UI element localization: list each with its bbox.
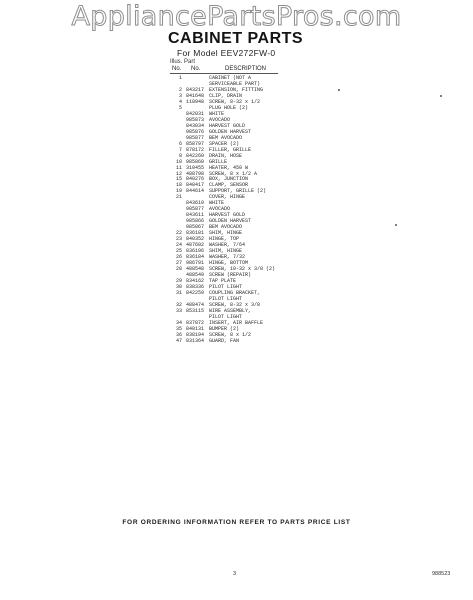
part-description: GUARD, FAN [209,337,240,344]
part-description: AVOCADO [209,206,231,213]
document-code: 988523 [432,571,451,577]
part-description: GOLDEN HARVEST [209,128,252,135]
part-no: 985867 [186,224,205,231]
part-description: WHITE [209,200,225,207]
part-description: DRAIN, HOSE [209,152,243,159]
part-description: TAP PLATE [209,277,237,284]
illus-no: 28 [175,266,182,272]
scan-speck [338,89,340,91]
part-description: SPACER (2) [209,140,240,147]
illus-no: 21 [175,194,182,201]
part-description: PILOT LIGHT [209,313,243,320]
part-description: SHIM, HINGE [209,248,243,255]
page-title: CABINET PARTS [168,30,304,47]
model-line: For Model EEV272FW-0 [177,48,276,58]
part-no: 842031 [186,110,205,117]
part-no: 844614 [186,188,205,195]
part-description: BUMPER (2) [209,325,240,332]
part-description: GOLDEN HARVEST [209,218,252,225]
illus-no: 36 [175,331,182,338]
part-description: SERVICEABLE PART) [209,80,261,87]
part-description: WASHER, 7/64 [209,242,246,249]
part-description: BEM AVOCADO [209,134,243,141]
part-description: WHITE [209,110,225,117]
column-header-illus-no: No. [172,66,182,72]
illus-no: 27 [175,260,182,267]
illus-no: 7 [178,146,182,153]
part-no: 853115 [186,307,205,314]
part-description: SCREW, 8-32 x 1/2 [209,98,261,105]
part-description: HEATER, 450 W [209,164,249,171]
illus-no: 22 [175,230,182,237]
part-description: CLAMP, SENSOR [209,182,249,189]
part-description: HINGE, TOP [209,236,240,243]
part-no: 842260 [186,152,205,159]
part-no: 878172 [186,146,205,153]
part-description: SCREW (REPAIR) [209,271,252,278]
part-no: 840131 [186,325,205,332]
illus-no: 12 [175,170,182,177]
part-no: 986791 [186,260,205,267]
part-description: CABINET (NOT A [209,75,252,81]
illus-no: 47 [175,337,182,344]
illus-no: 23 [175,236,182,243]
part-description: COUPLING BRACKET, [209,289,261,296]
ordering-note: FOR ORDERING INFORMATION REFER TO PARTS PRICE LIST [122,519,351,526]
part-description: HINGE, BOTTOM [209,260,249,267]
part-description: PILOT LIGHT [209,295,243,302]
part-no: 836184 [186,254,205,261]
illus-no: 6 [178,140,182,147]
part-no: 831364 [186,337,205,344]
header-divider [170,73,278,74]
part-no: 985876 [186,128,205,135]
part-no: 488474 [186,301,205,308]
part-no: 838194 [186,331,205,338]
illus-no: 10 [175,158,182,165]
part-no: 836196 [186,248,205,255]
column-header-part-no: No. [191,66,201,72]
part-no: 985860 [186,158,205,165]
part-no: 836181 [186,230,205,237]
part-no: 488548 [186,266,205,272]
part-no: 858797 [186,140,205,147]
part-description: SCREW, 8 x 1/2 A [209,170,258,177]
part-description: COVER, HINGE [209,194,246,201]
parts-row [168,338,328,344]
part-no: 985873 [186,116,205,123]
part-description: CLIP, DRAIN [209,92,243,99]
illus-no: 29 [175,277,182,284]
part-description: INSERT, AIR BAFFLE [209,319,264,326]
illus-no: 5 [178,104,182,111]
part-no: 834162 [186,277,205,284]
illus-no: 32 [175,301,182,308]
part-no: 842259 [186,289,205,296]
illus-no: 33 [175,307,182,314]
illus-no: 4 [178,98,182,105]
parts-list [168,75,328,344]
part-no: 840276 [186,176,205,183]
part-no: 488549 [186,271,205,278]
part-description: SCREW, 8-32 x 3/8 [209,301,261,308]
illus-no: 3 [178,92,182,99]
illus-no: 19 [175,188,182,195]
illus-no: 1 [178,75,182,81]
part-description: GRILLE [209,158,228,165]
part-no: 840352 [186,236,205,243]
part-no: 843611 [186,212,205,219]
illus-no: 8 [178,152,182,159]
illus-no: 35 [175,325,182,332]
part-no: 837872 [186,319,205,326]
part-description: HARVEST GOLD [209,122,246,129]
part-no: 488798 [186,170,205,177]
part-no: 841648 [186,92,205,99]
part-no: 118948 [186,98,205,105]
part-no: 838336 [186,283,205,290]
illus-no: 11 [175,164,182,171]
part-description: BOX, JUNCTION [209,176,249,183]
illus-no: 24 [175,242,182,249]
illus-no: 15 [175,176,182,183]
part-description: WASHER, 7/32 [209,254,246,261]
part-description: SCREW, 8 x 1/2 [209,331,252,338]
page-number: 3 [233,571,237,577]
column-header-description: DESCRIPTION [225,66,267,72]
part-no: 843034 [186,122,205,129]
column-head-top: Illus. Part [170,59,196,65]
part-description: SUPPORT, GRILLE (2) [209,188,267,195]
part-no: 985877 [186,206,205,213]
part-description: SCREW, 10-32 x 3/8 (2) [209,266,276,272]
part-description: HARVEST GOLD [209,212,246,219]
part-description: FILLER, GRILLE [209,146,252,153]
part-no: 985877 [186,134,205,141]
part-description: WIRE ASSEMBLY, [209,307,252,314]
part-description: PILOT LIGHT [209,283,243,290]
part-description: BEM AVOCADO [209,224,243,231]
part-description: SHIM, HINGE [209,230,243,237]
part-no: 985866 [186,218,205,225]
part-description: EXTENSION, FITTING [209,86,264,93]
illus-no: 30 [175,283,182,290]
scan-speck [440,95,442,97]
illus-no: 34 [175,319,182,326]
illus-no: 2 [178,86,182,93]
part-description: PLUG HOLE (2) [209,104,249,111]
part-description: AVOCADO [209,116,231,123]
scan-speck [395,224,397,226]
illus-no: 18 [175,182,182,189]
part-no: 848417 [186,182,205,189]
part-no: 310455 [186,164,205,171]
part-no: 843217 [186,86,205,93]
part-no: 487602 [186,242,205,249]
part-no: 843610 [186,200,205,207]
illus-no: 25 [175,248,182,255]
watermark: AppliancePartsPros.com [71,1,402,32]
illus-no: 31 [175,289,182,296]
illus-no: 26 [175,254,182,261]
